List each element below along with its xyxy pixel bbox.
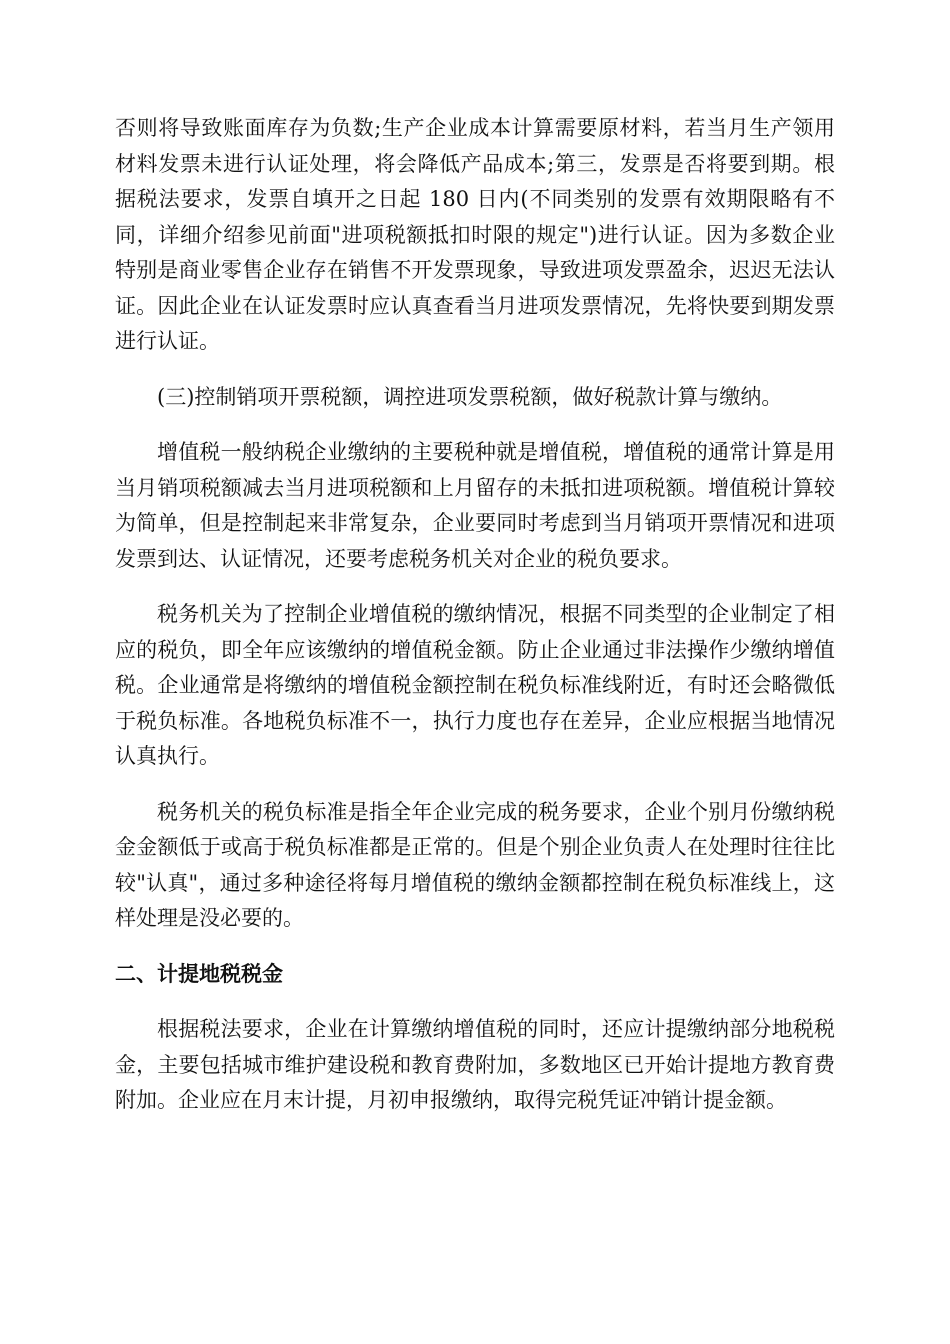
document-body <box>115 111 835 1139</box>
paragraph-continued: 否则将导致账面库存为负数;生产企业成本计算需要原材料，若当月生产领用材料发票未进行认证处理，将会降低产品成本;第三，发票是否将要到期。根据税法要求，发票自填开之日起 180 日内(不同类别的发票有效期限略有不同，详细介绍参见前面"进项税额抵扣时限的规定")进行认证。因为多数企业特别是商业零售企业存在销售不开发票现象，导致进项发票盈余，迟迟无法认证。因此企业在认证发票时应认真查看当月进项发票情况，先将快要到期发票进行认证。 <box>115 116 835 353</box>
paragraph-tax-burden-control: 税务机关为了控制企业增值税的缴纳情况，根据不同类型的企业制定了相应的税负，即全年应该缴纳的增值税金额。防止企业通过非法操作少缴纳增值税。企业通常是将缴纳的增值税金额控制在税负标准线附近，有时还会略微低于税负标准。各地税负标准不一，执行力度也存在差异，企业应根据当地情况认真执行。 <box>115 602 835 768</box>
paragraph-local-tax: 根据税法要求，企业在计算缴纳增值税的同时，还应计提缴纳部分地税税金，主要包括城市维护建设税和教育费附加，多数地区已开始计提地方教育费附加。企业应在月末计提，月初申报缴纳，取得完税凭证冲销计提金额。 <box>115 1017 835 1112</box>
paragraph-tax-burden-standard: 税务机关的税负标准是指全年企业完成的税务要求，企业个别月份缴纳税金金额低于或高于税负标准都是正常的。但是个别企业负责人在处理时往往比较"认真"，通过多种途径将每月增值税的缴纳金额都控制在税负标准线上，这样处理是没必要的。 <box>115 799 835 930</box>
section-heading: 二、计提地税税金 <box>115 961 283 986</box>
paragraph-subsection-title: (三)控制销项开票税额，调控进项发票税额，做好税款计算与缴纳。 <box>157 384 783 409</box>
paragraph-vat-calculation: 增值税一般纳税企业缴纳的主要税种就是增值税，增值税的通常计算是用当月销项税额减去当月进项税额和上月留存的未抵扣进项税额。增值税计算较为简单，但是控制起来非常复杂，企业要同时考虑到当月销项开票情况和进项发票到达、认证情况，还要考虑税务机关对企业的税负要求。 <box>115 440 835 571</box>
